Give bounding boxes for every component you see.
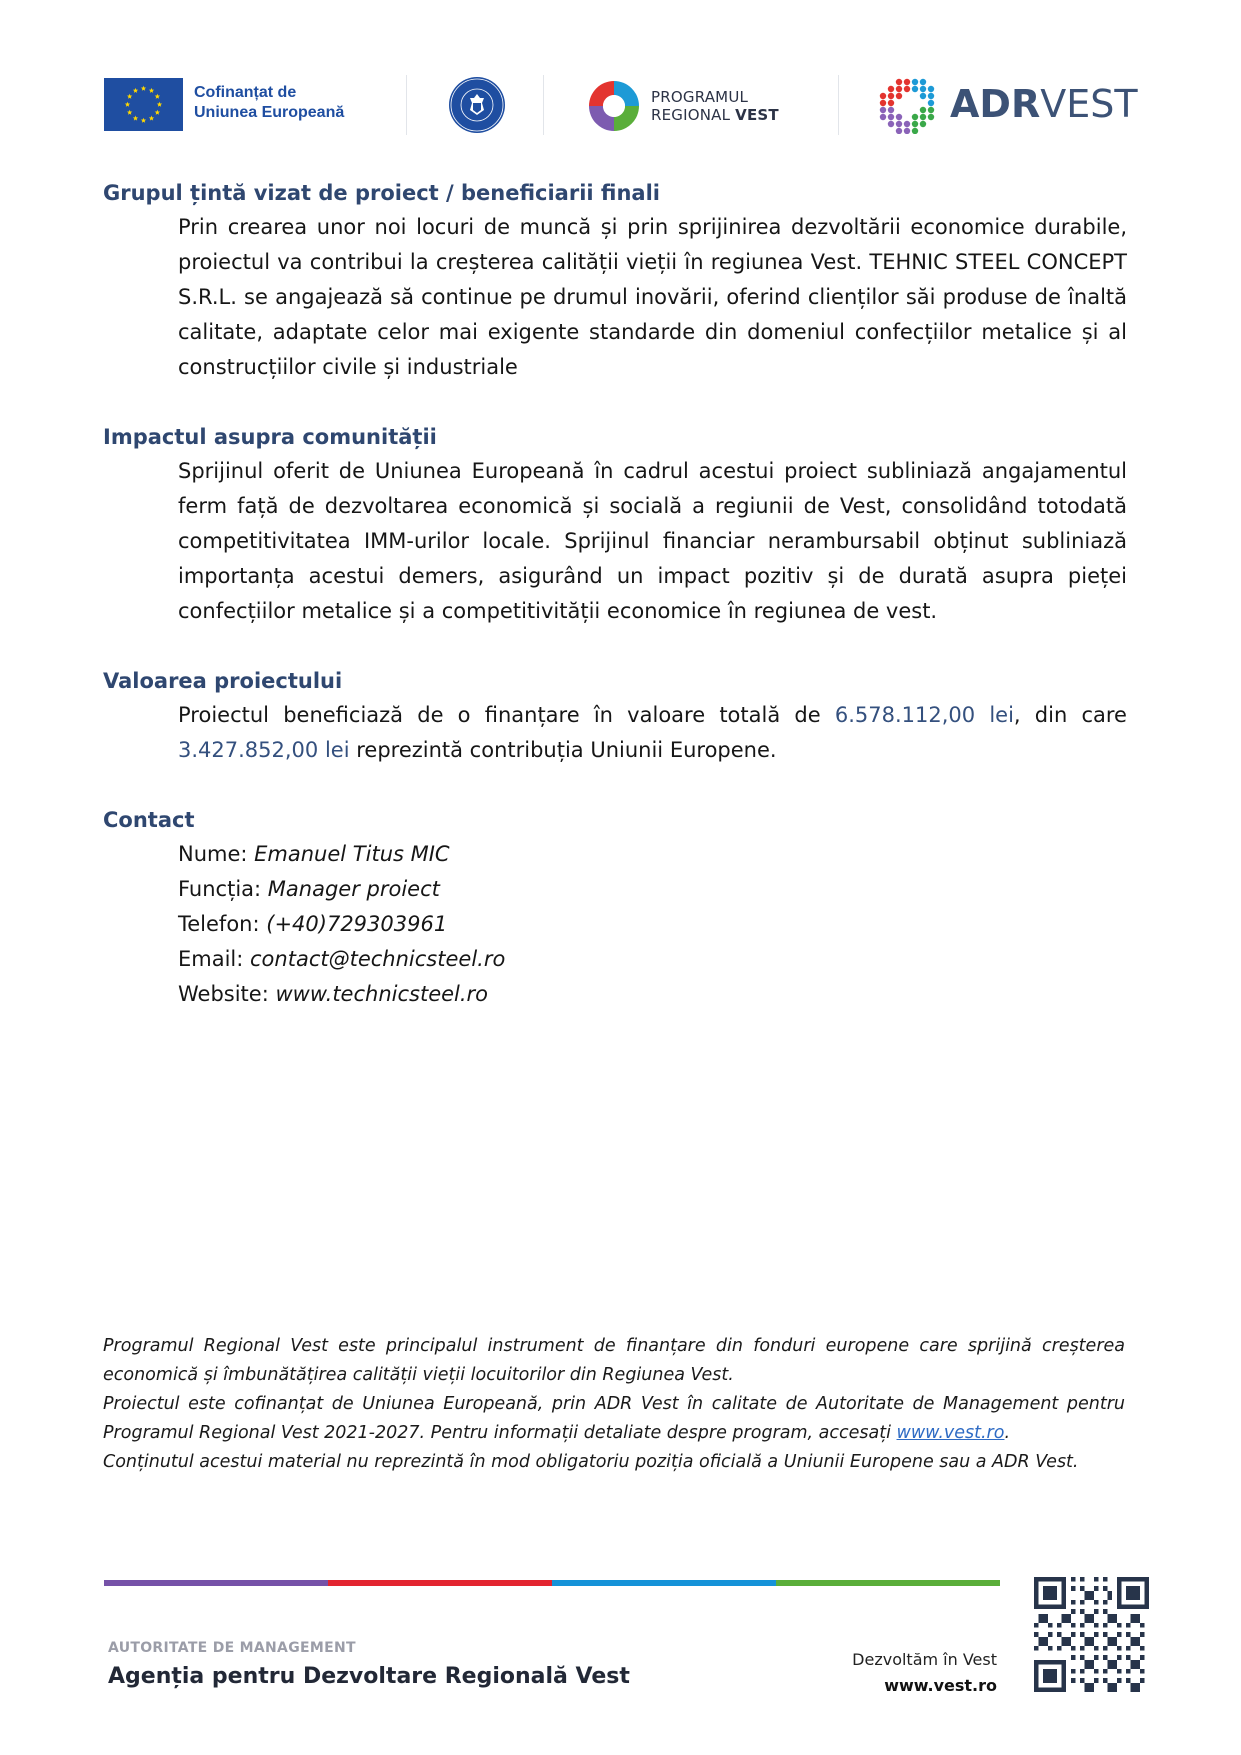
vest-website-link[interactable]: www.vest.ro [896, 1423, 1005, 1443]
adr-dot [904, 121, 910, 127]
contact-role: Funcția: Manager proiect [178, 877, 440, 901]
eu-flag-icon [104, 78, 183, 131]
adr-dot [920, 86, 926, 92]
section-title-contact: Contact [103, 808, 195, 832]
adr-vest-logo: ADRVEST [950, 82, 1138, 126]
adr-dot [888, 121, 894, 127]
footer-color-bar [104, 1580, 1000, 1586]
romanian-government-seal-icon [448, 76, 506, 134]
adr-dot [928, 100, 934, 106]
adr-dot [896, 86, 902, 92]
adr-dot [888, 100, 894, 106]
main-content [103, 176, 1127, 1012]
adr-dot [912, 121, 918, 127]
contact-website: Website: www.technicsteel.ro [178, 982, 489, 1006]
section-body-value: Proiectul beneficiază de o finanțare în valoare totală de 6.578.112,00 lei, din care 3.427.852,00 lei reprezintă contribuția Uniunii Europene. [178, 703, 1127, 762]
adr-dot [928, 93, 934, 99]
adr-dot [880, 107, 886, 113]
adr-dot [896, 114, 902, 120]
adr-dot [880, 100, 886, 106]
adr-dot [904, 86, 910, 92]
adr-dot [888, 86, 894, 92]
adr-dot [912, 79, 918, 85]
logo-divider [543, 75, 544, 135]
footer-authority-label: AUTORITATE DE MANAGEMENT [108, 1640, 356, 1656]
programul-regional-vest-logo-icon [587, 79, 641, 133]
contact-phone: Telefon: (+40)729303961 [178, 912, 448, 936]
adr-dot [928, 107, 934, 113]
contact-email: Email: contact@technicsteel.ro [178, 947, 506, 971]
disclaimer [103, 1332, 1125, 1477]
logo-divider [406, 75, 407, 135]
adr-dot [928, 86, 934, 92]
footer-tagline: Dezvoltăm în Vest [852, 1650, 997, 1669]
eu-cofinancing-label: Cofinanțat de Uniunea Europeană [194, 84, 345, 121]
color-bar-segment [104, 1580, 328, 1586]
color-bar-segment [776, 1580, 1000, 1586]
footer-organization-name: Agenția pentru Dezvoltare Regională Vest [108, 1664, 630, 1689]
section-title-target-group: Grupul țintă vizat de proiect / beneficiarii finali [103, 181, 660, 205]
adr-dot [880, 114, 886, 120]
adr-dot [896, 121, 902, 127]
programul-regional-vest-label: PROGRAMUL REGIONAL VEST [651, 88, 779, 124]
adr-dot [920, 114, 926, 120]
adr-dot [912, 128, 918, 134]
adr-dot [904, 79, 910, 85]
adr-dot [904, 128, 910, 134]
disclaimer-liability-text: Conținutul acestui material nu reprezintă în mod obligatoriu poziția oficială a Uniunii Europene sau a ADR Vest. [103, 1452, 1079, 1472]
qr-code-icon[interactable] [1034, 1577, 1149, 1692]
footer-website[interactable]: www.vest.ro [884, 1676, 997, 1695]
adr-dot [920, 93, 926, 99]
section-body-impact: Sprijinul oferit de Uniunea Europeană în cadrul acestui proiect subliniază angajamentul ferm față de dezvoltarea economică și socială a regiunii de Vest, consolidând totodată competitivitatea IMM-urilor locale. Sprijinul financiar nerambursabil obținut subliniază importanța acestui demers, asigurând un impact pozitiv și de durată asupra pieței confecțiilor metalice și a competitivității economice în regiunea de vest. [178, 459, 1127, 623]
adr-dot [896, 93, 902, 99]
disclaimer-cofinancing-text: Proiectul este cofinanțat de Uniunea Europeană, prin ADR Vest în calitate de Autoritate de Management pentru Programul Regional Vest 2021-2027. Pentru informații detaliate despre program, accesați www.vest.ro. [103, 1394, 1125, 1443]
header-logos [104, 70, 1138, 140]
section-title-value: Valoarea proiectului [103, 669, 343, 693]
adr-dot [920, 107, 926, 113]
adr-dot [880, 93, 886, 99]
disclaimer-program-text: Programul Regional Vest este principalul instrument de finanțare din fonduri europene care sprijină creșterea economică și îmbunătățirea calității vieții locuitorilor din Regiunea Vest. [103, 1336, 1125, 1385]
adr-dot [920, 121, 926, 127]
adr-dot [920, 79, 926, 85]
color-bar-segment [328, 1580, 552, 1586]
adr-dot [896, 128, 902, 134]
eu-contribution-value: 3.427.852,00 lei [178, 738, 350, 762]
section-title-impact: Impactul asupra comunității [103, 425, 437, 449]
adr-dot [888, 107, 894, 113]
adr-dot [888, 93, 894, 99]
adr-dot [896, 79, 902, 85]
adr-dot [888, 114, 894, 120]
color-bar-segment [552, 1580, 776, 1586]
section-body-target-group: Prin crearea unor noi locuri de muncă și prin sprijinirea dezvoltării economice durabile, proiectul va contribui la creșterea calității vieții în regiunea Vest. TEHNIC STEEL CONCEPT S.R.L. se angajează să continue pe drumul inovării, oferind clienților săi produse de înaltă calitate, adaptate celor mai exigente standarde din domeniul confecțiilor metalice și al construcțiilor civile și industriale [178, 215, 1127, 379]
adr-dot [912, 86, 918, 92]
adr-dot [912, 114, 918, 120]
adr-vest-dots-icon [879, 78, 935, 134]
logo-divider [838, 75, 839, 135]
adr-dot [928, 114, 934, 120]
contact-name: Nume: Emanuel Titus MIC [178, 842, 450, 866]
total-project-value: 6.578.112,00 lei [834, 703, 1014, 727]
